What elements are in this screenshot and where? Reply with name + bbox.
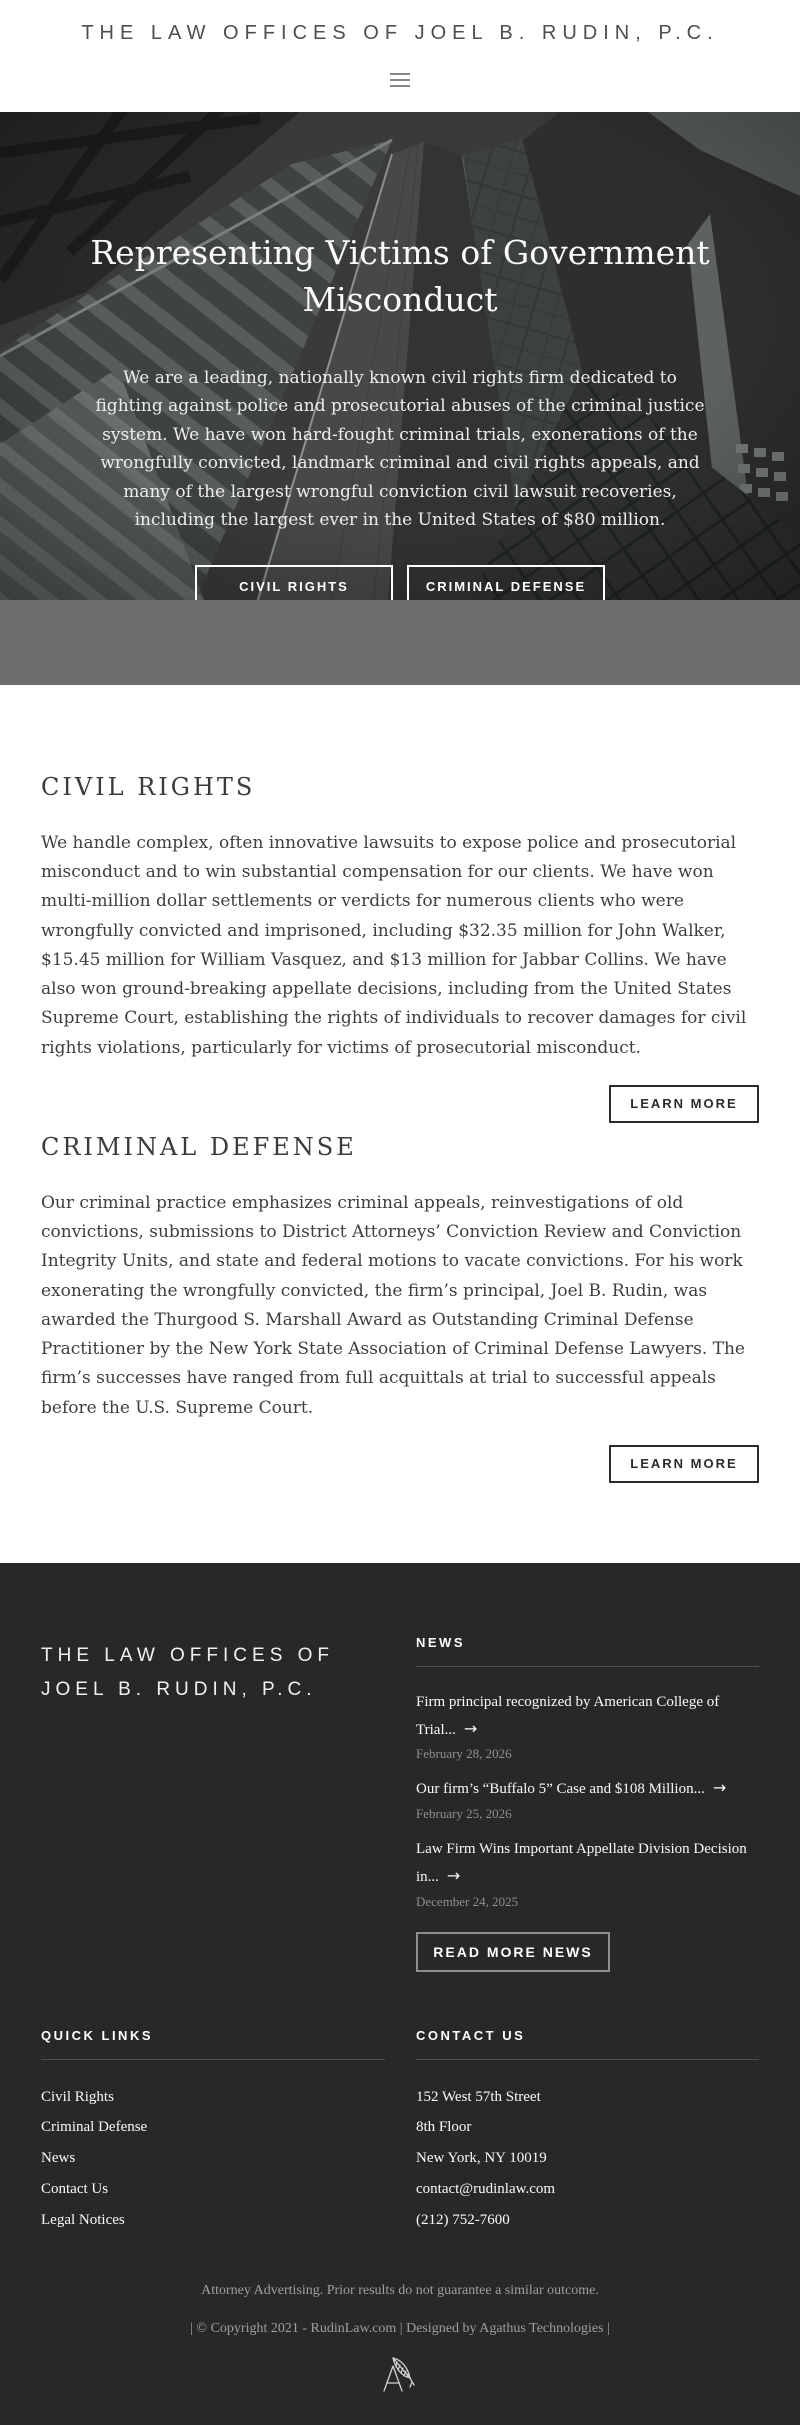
criminal-defense-heading: CRIMINAL DEFENSE	[41, 1132, 357, 1161]
firm-name-line2: JOEL B. RUDIN, P.C.	[41, 1678, 317, 1700]
civil-rights-heading: CIVIL RIGHTS	[41, 773, 256, 801]
arrow-right-icon: →	[463, 1718, 478, 1738]
footer-link-news[interactable]: News	[41, 2150, 76, 2166]
news-item[interactable]	[416, 1776, 759, 1822]
contact-us-heading: CONTACT US	[416, 2027, 526, 2043]
footer-news-column	[416, 1635, 759, 1972]
civil-rights-paragraph: We handle complex, often innovative lawsuits to expose police and prosecutorial misconduct and to win substantial compensation for our clients. We have won multi-million dollar settlements or verdicts for numerous clients who were wrongfully convicted and imprisoned, including $32.35 million for John Walker, $15.45 million for William Vasquez, and $13 million for Jabbar Collins. We have also won ground-breaking appellate decisions, including from the United States Supreme Court, establishing the rights of individuals to recover damages for civil rights violations, particularly for victims of prosecutorial misconduct.	[41, 833, 747, 1058]
hero-content	[0, 112, 800, 600]
news-item[interactable]	[416, 1689, 759, 1763]
news-item-title[interactable]: Our firm’s “Buffalo 5” Case and $108 Million...	[416, 1781, 705, 1798]
footer-link-criminal-defense[interactable]: Criminal Defense	[41, 2119, 148, 2136]
news-divider	[416, 1666, 759, 1667]
contact-email[interactable]: contact@rudinlaw.com	[416, 2180, 556, 2197]
news-item-date: December 24, 2025	[416, 1893, 519, 1909]
site-title: THE LAW OFFICES OF JOEL B. RUDIN, P.C.	[81, 22, 719, 44]
site-header	[0, 0, 800, 112]
hero-heading: Representing Victims of Government Misconduct	[90, 233, 710, 319]
firm-name-line1: THE LAW OFFICES OF	[41, 1644, 335, 1666]
arrow-right-icon: →	[712, 1778, 727, 1798]
quick-links-divider	[41, 2059, 385, 2060]
footer-quick-links-column	[41, 2028, 385, 2236]
criminal-defense-button[interactable]: CRIMINAL DEFENSE	[407, 565, 605, 600]
site-footer	[0, 1563, 800, 2425]
agathus-quill-logo-icon	[376, 2353, 424, 2401]
civil-rights-button[interactable]: CIVIL RIGHTS	[195, 565, 393, 600]
arrow-right-icon: →	[446, 1865, 461, 1885]
footer-legal	[41, 2283, 759, 2401]
copyright-line: | © Copyright 2021 - RudinLaw.com | Designed by Agathus Technologies |	[190, 2321, 610, 2337]
footer-link-civil-rights[interactable]: Civil Rights	[41, 2088, 114, 2105]
hero-paragraph: We are a leading, nationally known civil rights firm dedicated to fighting against police and prosecutorial abuses of the criminal justice system. We have won hard-fought criminal trials, exonerations of the wrongfully convicted, landmark criminal and civil rights appeals, and many of the largest wrongful conviction civil lawsuit recoveries, including the largest ever in the United States of $80 million.	[95, 367, 705, 531]
criminal-defense-section	[41, 1133, 759, 1483]
news-heading: NEWS	[416, 1634, 465, 1650]
criminal-defense-paragraph: Our criminal practice emphasizes criminal appeals, reinvestigations of old convictions, submissions to District Attorneys’ Conviction Review and Conviction Integrity Units, and state and federal motions to vacate convictions. For his work exonerating the wrongfully convicted, the firm’s principal, Joel B. Rudin, was awarded the Thurgood S. Marshall Award as Outstanding Criminal Defense Practitioner by the New York State Association of Criminal Defense Lawyers. The firm’s successes have ranged from full acquittals at trial to successful appeals before the U.S. Supreme Court.	[41, 1192, 745, 1418]
contact-divider	[416, 2059, 759, 2060]
civil-rights-section	[41, 773, 759, 1123]
gray-divider-band	[0, 600, 800, 685]
footer-firm-name	[41, 1635, 385, 1972]
footer-link-legal-notices[interactable]: Legal Notices	[41, 2211, 125, 2228]
hero-section	[0, 112, 800, 600]
hero-buttons	[0, 565, 800, 600]
news-item[interactable]	[416, 1836, 759, 1910]
criminal-defense-learn-more-button[interactable]: LEARN MORE	[609, 1445, 759, 1483]
menu-hamburger-icon[interactable]	[388, 71, 412, 89]
news-item-date: February 28, 2026	[416, 1746, 512, 1762]
read-more-news-button[interactable]: READ MORE NEWS	[416, 1932, 610, 1972]
contact-city: New York, NY 10019	[416, 2150, 547, 2166]
news-item-title[interactable]: Firm principal recognized by American College of Trial...	[416, 1693, 720, 1738]
contact-phone[interactable]: (212) 752-7600	[416, 2211, 510, 2228]
contact-floor: 8th Floor	[416, 2119, 472, 2136]
news-item-date: February 25, 2026	[416, 1806, 512, 1821]
footer-link-contact-us[interactable]: Contact Us	[41, 2180, 109, 2197]
attorney-advertising-disclaimer: Attorney Advertising. Prior results do not guarantee a similar outcome.	[201, 2283, 599, 2299]
footer-bottom-row	[41, 2028, 759, 2236]
quick-links-heading: QUICK LINKS	[41, 2027, 153, 2043]
news-item-title[interactable]: Law Firm Wins Important Appellate Division Decision in...	[416, 1841, 747, 1885]
contact-street: 152 West 57th Street	[416, 2088, 541, 2105]
main-content	[0, 685, 800, 1563]
footer-top-row	[41, 1635, 759, 1972]
footer-contact-column	[416, 2028, 759, 2236]
civil-rights-learn-more-button[interactable]: LEARN MORE	[609, 1085, 759, 1123]
